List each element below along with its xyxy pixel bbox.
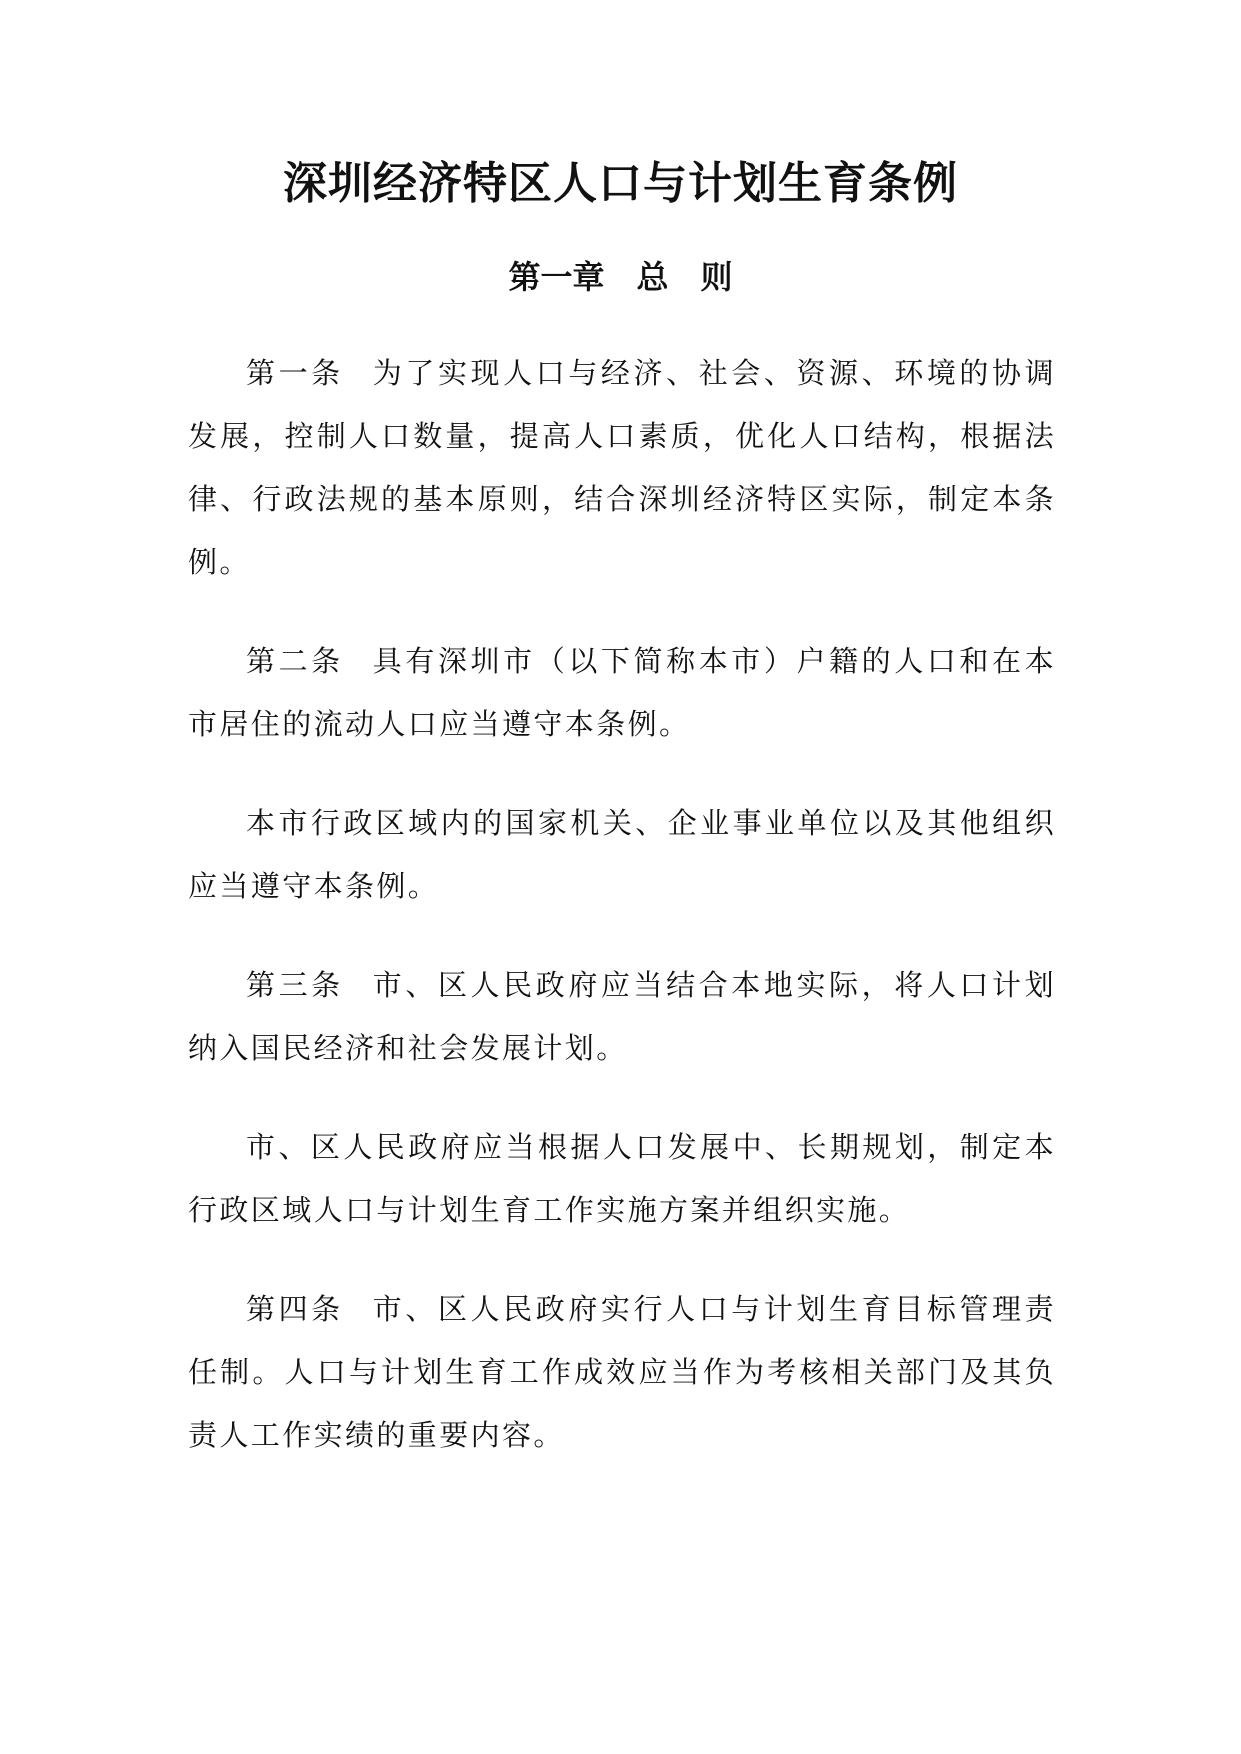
paragraph-text: 市、区人民政府应当结合本地实际，将人口计划纳入国民经济和社会发展计划。 [188, 968, 1057, 1065]
document-body [188, 342, 1056, 1503]
paragraph-text: 具有深圳市（以下简称本市）户籍的人口和在本市居住的流动人口应当遵守本条例。 [188, 644, 1057, 741]
article-number: 第一条 [246, 356, 344, 390]
paragraph-article-3-clause-2 [188, 1116, 1056, 1242]
chapter-title: 第一章 总 则 [508, 258, 733, 296]
document-title: 深圳经济特区人口与计划生育条例 [283, 158, 958, 209]
paragraph-article-2 [188, 630, 1056, 756]
article-number: 第四条 [246, 1292, 344, 1326]
paragraph-text: 为了实现人口与经济、社会、资源、环境的协调发展，控制人口数量，提高人口素质，优化人口结构，根据法律、行政法规的基本原则，结合深圳经济特区实际，制定本条例。 [188, 356, 1057, 579]
paragraph-article-3 [188, 954, 1056, 1080]
paragraph-article-2-clause-2 [188, 792, 1056, 918]
paragraph-article-1 [188, 342, 1056, 594]
paragraph-article-4 [188, 1278, 1056, 1467]
article-number: 第三条 [246, 968, 344, 1002]
paragraph-text: 市、区人民政府实行人口与计划生育目标管理责任制。人口与计划生育工作成效应当作为考核相关部门及其负责人工作实绩的重要内容。 [188, 1292, 1057, 1452]
article-number: 第二条 [246, 644, 344, 678]
paragraph-text: 本市行政区域内的国家机关、企业事业单位以及其他组织应当遵守本条例。 [188, 806, 1056, 903]
paragraph-text: 市、区人民政府应当根据人口发展中、长期规划，制定本行政区域人口与计划生育工作实施方案并组织实施。 [188, 1130, 1056, 1227]
